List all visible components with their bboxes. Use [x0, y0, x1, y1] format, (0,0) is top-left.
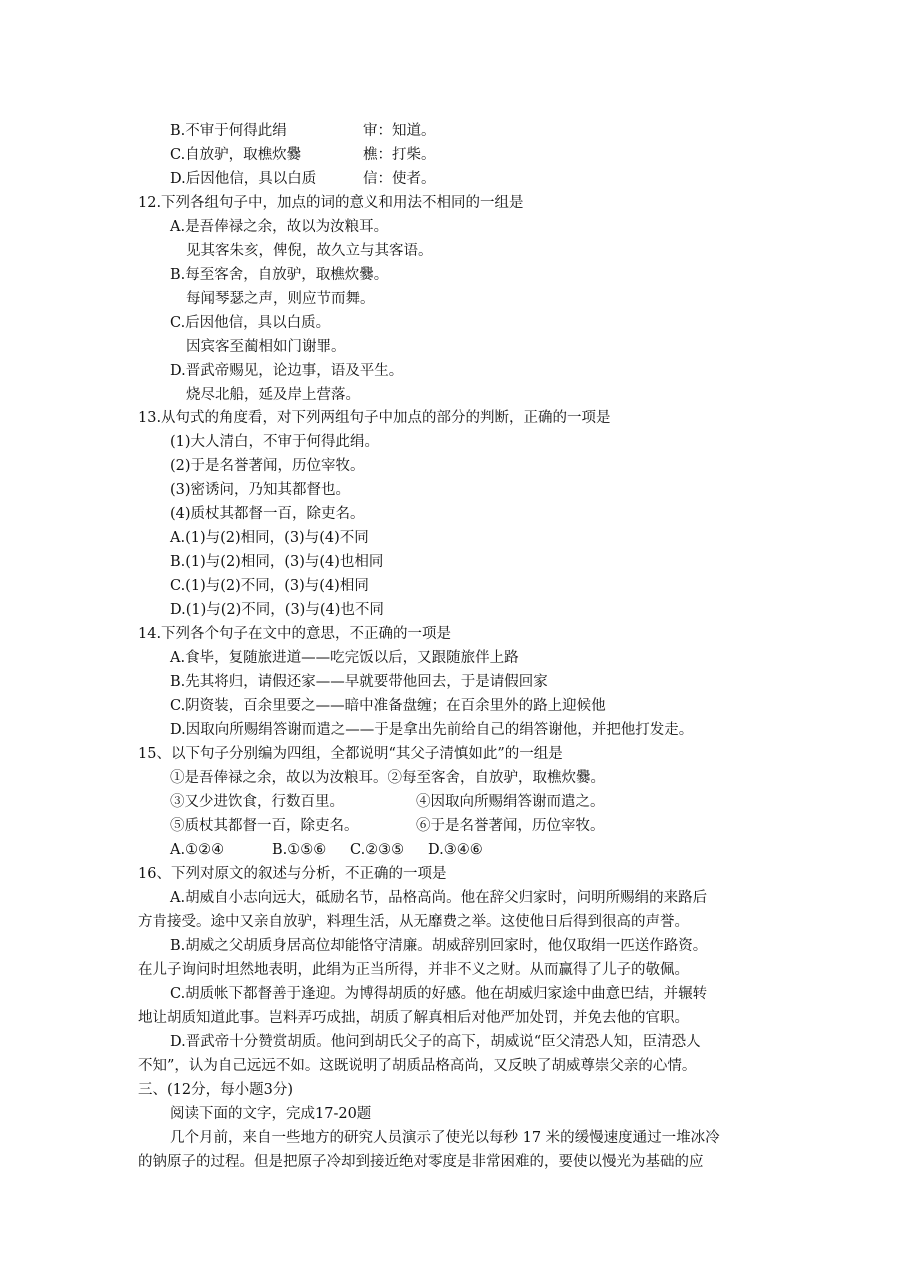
q13-option-b: B.(1)与(2)相同，(3)与(4)也相同 [170, 554, 384, 570]
q12-d2: 烧尽北船，延及岸上营落。 [186, 387, 360, 403]
q16-b-line1: B.胡威之父胡质身居高位却能恪守清廉。胡威辞别回家时，他仅取绢一匹送作路资。 [170, 938, 708, 954]
q13-option-c: C.(1)与(2)不同，(3)与(4)相同 [170, 578, 369, 594]
q12-d1: D.晋武帝赐见，论边事，语及平生。 [170, 363, 404, 379]
q12-b2: 每闻琴瑟之声，则应节而舞。 [186, 291, 375, 307]
q14-stem: 14.下列各个句子在文中的意思，不正确的一项是 [138, 626, 452, 642]
q13-sentence-3: (3)密诱问，乃知其都督也。 [170, 482, 351, 498]
q12-b1: B.每至客舍，自放驴，取樵炊爨。 [170, 267, 389, 283]
passage-line-2: 的钠原子的过程。但是把原子冷却到接近绝对零度是非常困难的，要使以慢光为基础的应 [138, 1154, 704, 1170]
q11-option-b: B.不审于何得此绢 审：知道。 [170, 123, 436, 139]
q13-sentence-1: (1)大人清白，不审于何得此绢。 [170, 434, 380, 450]
q16-a-line2: 方肯接受。途中又亲自放驴，料理生活，从无靡费之举。这使他日后得到很高的声誉。 [138, 914, 689, 930]
q14-option-b: B.先其将归，请假还家——早就要带他回去，于是请假回家 [170, 674, 548, 690]
section-3-intro: 阅读下面的文字，完成17-20题 [170, 1106, 372, 1122]
q15-stem: 15、以下句子分别编为四组，全都说明“其父子清慎如此”的一组是 [138, 746, 563, 762]
q14-option-a: A.食毕，复随旅进道——吃完饭以后，又跟随旅伴上路 [170, 650, 519, 666]
q16-stem: 16、下列对原文的叙述与分析，不正确的一项是 [138, 866, 447, 882]
q16-d-line1: D.晋武帝十分赞赏胡质。他问到胡氏父子的高下，胡威说“臣父清恐人知，臣清恐人 [170, 1034, 701, 1050]
q14-option-d: D.因取向所赐绢答谢而遣之——于是拿出先前给自己的绢答谢他，并把他打发走。 [170, 722, 694, 738]
q11-option-c: C.自放驴，取樵炊爨 樵：打柴。 [170, 147, 436, 163]
q13-option-a: A.(1)与(2)相同，(3)与(4)不同 [170, 530, 369, 546]
q12-a1: A.是吾俸禄之余，故以为汝粮耳。 [170, 219, 389, 235]
q12-c2: 因宾客至蔺相如门谢罪。 [186, 339, 346, 355]
q15-row-2: ③又少进饮食，行数百里。 ④因取向所赐绢答谢而遣之。 [170, 794, 605, 810]
q13-option-d: D.(1)与(2)不同，(3)与(4)也不同 [170, 602, 384, 618]
q16-b-line2: 在儿子询问时坦然地表明，此绢为正当所得，并非不义之财。从而赢得了儿子的敬佩。 [138, 962, 689, 978]
q13-stem: 13.从句式的角度看，对下列两组句子中加点的部分的判断，正确的一项是 [138, 410, 611, 426]
q13-sentence-4: (4)质杖其都督一百，除吏名。 [170, 506, 365, 522]
section-3-heading: 三、(12分，每小题3分) [138, 1082, 293, 1098]
passage-line-1: 几个月前，来自一些地方的研究人员演示了使光以每秒 17 米的缓慢速度通过一堆冰冷 [170, 1130, 720, 1146]
q15-row-1: ①是吾俸禄之余，故以为汝粮耳。②每至客舍，自放驴，取樵炊爨。 [170, 770, 605, 786]
q12-c1: C.后因他信，具以白质。 [170, 315, 331, 331]
q16-c-line2: 地让胡质知道此事。岂料弄巧成拙，胡质了解真相后对他严加处罚，并免去他的官职。 [138, 1010, 689, 1026]
q13-sentence-2: (2)于是名誉著闻，历位宰牧。 [170, 458, 365, 474]
q12-a2: 见其客朱亥，俾倪，故久立与其客语。 [186, 243, 433, 259]
q15-row-3: ⑤质杖其都督一百，除吏名。 ⑥于是名誉著闻，历位宰牧。 [170, 818, 605, 834]
q16-d-line2: 不知”，认为自己远远不如。这既说明了胡质品格高尚，又反映了胡威尊崇父亲的心情。 [138, 1058, 697, 1074]
q15-options: A.①②④ B.①⑤⑥ C.②③⑤ D.③④⑥ [170, 842, 483, 858]
q11-option-d: D.后因他信，具以白质 信：使者。 [170, 171, 436, 187]
q16-c-line1: C.胡质帐下都督善于逢迎。为博得胡质的好感。他在胡威归家途中曲意巴结，并辗转 [170, 986, 708, 1002]
q12-stem: 12.下列各组句子中，加点的词的意义和用法不相同的一组是 [138, 195, 524, 211]
q16-a-line1: A.胡威自小志向远大，砥励名节，品格高尚。他在辞父归家时，问明所赐绢的来路后 [170, 890, 708, 906]
q14-option-c: C.阴资装，百余里要之——暗中准备盘缠；在百余里外的路上迎候他 [170, 698, 606, 714]
